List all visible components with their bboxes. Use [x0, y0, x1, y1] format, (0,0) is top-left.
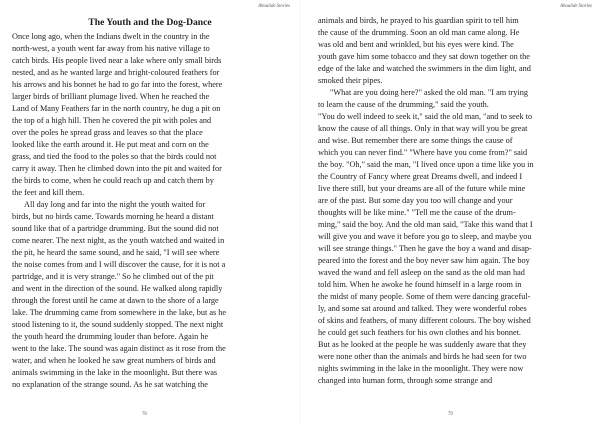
text-line: "What are you doing here?" asked the old man. "I am trying	[330, 88, 528, 97]
text-line: and went in the direction of the sound. He walked along rapidly	[12, 284, 223, 293]
text-line: the youth heard the drumming louder than before. Again he	[12, 332, 209, 341]
text-line: youth gave him some tobacco and they sat down together on the	[318, 52, 530, 61]
page-number-right: 79	[448, 412, 453, 417]
text-line: live there still, but your dreams are all of the future while mine	[318, 184, 526, 193]
text-line: the pit, he heard the same sound, and he said, "I will see where	[12, 248, 220, 257]
text-line: the birds to come, when he could reach up and catch them by	[12, 176, 214, 185]
text-line: lake. The drumming came from somewhere in the lake, but as he	[12, 308, 227, 317]
text-line: was old and bent and wrinkled, but his eyes were kind. The	[318, 40, 514, 49]
text-line: birds, but no birds came. Towards morning he heard a distant	[12, 212, 214, 221]
text-line: "You do well indeed to seek it," said the old man, "and to seek to	[318, 112, 533, 121]
text-line: his arrows and his bonnet he had to go far into the forest, where	[12, 80, 223, 89]
text-line: through the forest until he came at dawn to the shore of a large	[12, 296, 219, 305]
text-line: will give you and wave it before you go to sleep, and maybe you	[318, 232, 532, 241]
text-line: catch birds. His people lived near a lake where only small birds	[12, 56, 222, 65]
text-line: the top of a high hill. Then he covered the pit with poles and	[12, 116, 212, 125]
text-line: ly, and some sat around and talked. They were wonderful robes	[318, 304, 527, 313]
text-line: waved the wand and fell asleep on the sand as the old man had	[318, 268, 525, 277]
text-line: nights swimming in the lake in the moonlight. They were now	[318, 364, 524, 373]
left-page-text	[12, 31, 294, 391]
text-line: the midst of many people. Some of them were dancing graceful-	[318, 292, 531, 301]
text-line: grass, and tied the food to the poles so that the birds could not	[12, 152, 217, 161]
text-line: smoked their pipes.	[318, 76, 383, 85]
text-line: the feet and kill them.	[12, 188, 85, 197]
right-page	[300, 0, 600, 424]
text-line: water, and when he looked he saw great numbers of birds and	[12, 356, 216, 365]
text-line: But as he looked at the people he was suddenly aware that they	[318, 340, 527, 349]
text-line: come nearer. The next night, as the youth watched and waited in	[12, 236, 225, 245]
text-line: ming," said the boy. And the old man said, "Take this wand that I	[318, 220, 533, 229]
text-line: looked like the earth around it. He put meat and corn on the	[12, 140, 209, 149]
text-line: know the cause of all things. Only in that way will you be great	[318, 124, 528, 133]
text-line: the boy. "Oh," said the man, "I lived once upon a time like you in	[318, 160, 534, 169]
text-line: the cause of the drumming. Soon an old man came along. He	[318, 28, 520, 37]
text-line: changed into human form, through some strange and	[318, 376, 493, 385]
text-line: which you can never find." "Where have you come from?" said	[318, 148, 528, 157]
text-line: All day long and far into the night the youth waited for	[24, 200, 206, 209]
text-line: the noise comes from and I will discover the cause, for it is not a	[12, 260, 226, 269]
text-line: peared into the forest and the boy never saw him again. The boy	[318, 256, 530, 265]
text-line: no explanation of the strange sound. As he sat watching the	[12, 380, 208, 389]
running-head-left: Ahoalide Stories	[258, 4, 290, 9]
text-line: to learn the cause of the drumming," said the youth.	[318, 100, 489, 109]
text-line: of skins and feathers, of many different colours. The boy wished	[318, 316, 531, 325]
text-line: sound like that of a partridge drumming. But the sound did not	[12, 224, 219, 233]
text-line: nested, and as he wanted large and bright-coloured feathers for	[12, 68, 220, 77]
text-line: will see strange things." Then he gave the boy a wand and disap-	[318, 244, 532, 253]
text-line: edge of the lake and watched the swimmers in the dim light, and	[318, 64, 531, 73]
text-line: the Country of Fancy where great Dreams dwell, and indeed I	[318, 172, 523, 181]
text-line: told him. When he awoke he found himself in a large room in	[318, 280, 522, 289]
text-line: carry it away. Then he climbed down into the pit and waited for	[12, 164, 222, 173]
text-line: were none other than the animals and birds he had seen for two	[318, 352, 527, 361]
text-line: Land of Many Feathers far in the north country, he dug a pit on	[12, 104, 221, 113]
text-line: stood listening to it, the sound suddenly stopped. The next night	[12, 320, 224, 329]
text-line: animals and birds, he prayed to his guardian spirit to tell him	[318, 16, 519, 25]
page-number-left: 78	[142, 412, 147, 417]
text-line: partridge, and it is very strange." So he climbed out of the pit	[12, 272, 214, 281]
text-line: animals swimming in the lake in the moonlight. But there was	[12, 368, 218, 377]
text-line: are of the past. But some day you too will change and your	[318, 196, 513, 205]
text-line: north-west, a youth went far away from his native village to	[12, 44, 210, 53]
text-line: Once long ago, when the Indians dwelt in the country in the	[12, 32, 210, 41]
text-line: and wise. But remember there are some things the cause of	[318, 136, 513, 145]
text-line: went to the lake. The sound was again distinct as it rose from the	[12, 344, 226, 353]
text-line: over the poles he spread grass and leaves so that the place	[12, 128, 203, 137]
story-title: The Youth and the Dog-Dance	[88, 17, 212, 28]
text-line-indented	[318, 87, 590, 99]
right-page-text	[318, 15, 590, 387]
text-line-indented	[12, 199, 294, 211]
text-line: he could get such feathers for his own clothes and his bonnet.	[318, 328, 521, 337]
text-line: larger birds of brilliant plumage lived. When he reached the	[12, 92, 210, 101]
text-line: thoughts will be like mine." "Tell me the cause of the drum-	[318, 208, 516, 217]
running-head-right: Ahoalide Stories	[560, 4, 592, 9]
